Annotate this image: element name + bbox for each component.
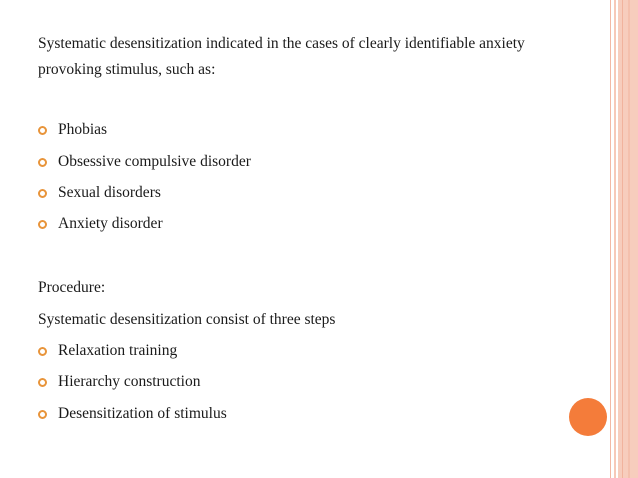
procedure-heading: Procedure: [38, 279, 106, 296]
hollow-circle-bullet-icon [38, 189, 47, 198]
hollow-circle-bullet-icon [38, 410, 47, 419]
list-item [38, 183, 161, 203]
accent-circle-icon [569, 398, 607, 436]
list-item [38, 404, 227, 424]
list-item-label: Obsessive compulsive disorder [58, 153, 251, 170]
list-item [38, 152, 251, 172]
hollow-circle-bullet-icon [38, 126, 47, 135]
list-item-label: Relaxation training [58, 342, 178, 359]
list-item [38, 120, 107, 140]
list-item-label: Sexual disorders [58, 184, 161, 201]
decorative-stripe [610, 0, 611, 478]
decorative-stripe [614, 0, 616, 478]
list-item [38, 372, 200, 392]
list-item-label: Anxiety disorder [58, 215, 163, 232]
hollow-circle-bullet-icon [38, 158, 47, 167]
intro-line-1: Systematic desensitization indicated in the cases of clearly identifiable anxiety [38, 35, 525, 52]
list-item-label: Phobias [58, 121, 108, 138]
hollow-circle-bullet-icon [38, 347, 47, 356]
intro-line-2: provoking stimulus, such as: [38, 61, 216, 78]
list-item [38, 341, 177, 361]
hollow-circle-bullet-icon [38, 378, 47, 387]
procedure-summary: Systematic desensitization consist of three steps [38, 311, 336, 328]
decorative-stripe-band [618, 0, 638, 478]
list-item-label: Desensitization of stimulus [58, 405, 227, 422]
hollow-circle-bullet-icon [38, 220, 47, 229]
list-item-label: Hierarchy construction [58, 373, 201, 390]
list-item [38, 214, 163, 234]
